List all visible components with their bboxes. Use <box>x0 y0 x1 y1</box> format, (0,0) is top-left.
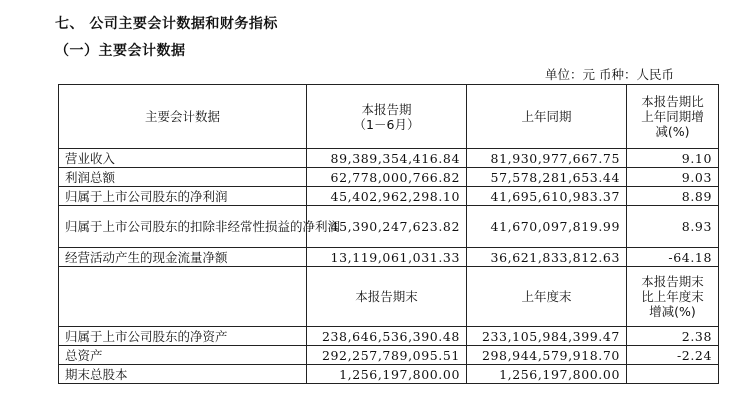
row-current-value: 13,119,061,031.33 <box>307 248 467 267</box>
header-current-period-line2: （1－6月） <box>353 116 420 132</box>
header-change-period-end-line1: 本报告期末 <box>641 274 704 289</box>
row-label: 利润总额 <box>59 168 307 187</box>
row-prior-value: 36,621,833,812.63 <box>467 248 627 267</box>
row-label: 期末总股本 <box>59 365 307 384</box>
row-current-value: 89,389,354,416.84 <box>307 149 467 168</box>
row-prior-value: 57,578,281,653.44 <box>467 168 627 187</box>
table-row <box>59 187 719 206</box>
accounting-data-table <box>58 84 719 384</box>
header-item: 主要会计数据 <box>59 85 307 149</box>
table-row <box>59 149 719 168</box>
header-change <box>627 85 719 149</box>
row-prior-value: 81,930,977,667.75 <box>467 149 627 168</box>
row-label: 经营活动产生的现金流量净额 <box>59 248 307 267</box>
header-current-period <box>307 85 467 149</box>
header-change-line3: 减(%) <box>655 124 690 139</box>
row-prior-value: 41,695,610,983.37 <box>467 187 627 206</box>
header-current-period-line1: 本报告期 <box>361 101 412 117</box>
subsection-title: （一）主要会计数据 <box>55 43 186 59</box>
row-label: 归属于上市公司股东的净资产 <box>59 327 307 346</box>
row-current-value: 292,257,789,095.51 <box>307 346 467 365</box>
header-change-period-end <box>627 267 719 327</box>
row-change: 2.38 <box>627 327 719 346</box>
row-current-value: 1,256,197,800.00 <box>307 365 467 384</box>
table-row <box>59 206 719 248</box>
row-change: 9.03 <box>627 168 719 187</box>
row-current-value: 238,646,536,390.48 <box>307 327 467 346</box>
row-prior-value: 41,670,097,819.99 <box>467 206 627 248</box>
header-change-line1: 本报告期比 <box>641 94 704 109</box>
table-row <box>59 365 719 384</box>
table-row <box>59 248 719 267</box>
row-current-value: 45,402,962,298.10 <box>307 187 467 206</box>
row-label: 总资产 <box>59 346 307 365</box>
row-prior-value: 298,944,579,918.70 <box>467 346 627 365</box>
header-prior-year-end: 上年度末 <box>467 267 627 327</box>
header-change-period-end-line3: 增减(%) <box>649 304 696 319</box>
row-change: 8.93 <box>627 206 719 248</box>
row-label: 归属于上市公司股东的净利润 <box>59 187 307 206</box>
row-current-value: 62,778,000,766.82 <box>307 168 467 187</box>
row-change: 9.10 <box>627 149 719 168</box>
header-change-line2: 上年同期增 <box>641 109 704 124</box>
header-prior-period: 上年同期 <box>467 85 627 149</box>
header-empty <box>59 267 307 327</box>
section-title: 七、 公司主要会计数据和财务指标 <box>55 16 278 32</box>
row-change: -2.24 <box>627 346 719 365</box>
row-label: 归属于上市公司股东的扣除非经常性损益的净利润 <box>59 206 307 248</box>
row-prior-value: 1,256,197,800.00 <box>467 365 627 384</box>
row-current-value: 45,390,247,623.82 <box>307 206 467 248</box>
row-change <box>627 365 719 384</box>
header-period-end: 本报告期末 <box>307 267 467 327</box>
table-row <box>59 327 719 346</box>
table-header-row <box>59 85 719 149</box>
row-prior-value: 233,105,984,399.47 <box>467 327 627 346</box>
unit-currency-line: 单位：元 币种：人民币 <box>545 67 674 82</box>
table-row <box>59 168 719 187</box>
table-row <box>59 346 719 365</box>
row-change: 8.89 <box>627 187 719 206</box>
table-header-row <box>59 267 719 327</box>
header-change-period-end-line2: 比上年度末 <box>641 289 704 304</box>
row-label: 营业收入 <box>59 149 307 168</box>
row-change: -64.18 <box>627 248 719 267</box>
